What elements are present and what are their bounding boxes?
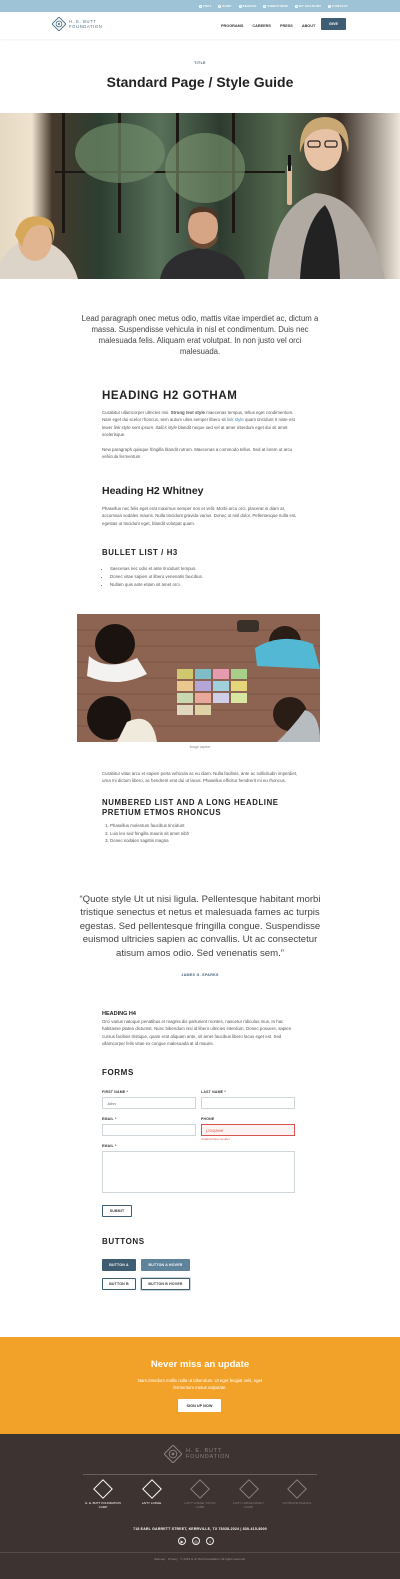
brand-laity-lodge[interactable]: LAITY LODGE [133, 1482, 171, 1509]
first-name-label: FIRST NAME * [102, 1090, 129, 1094]
list-item: • Nullam quis ante etiam sit amet orci. [110, 581, 298, 589]
brand-icon [93, 1479, 113, 1499]
kids-chalk-illustration [77, 614, 320, 742]
body-paragraph: Curabitur ullamcorper ultricies nisi. Strong text style maecenas tempus, tellus eget condimentum. Nam eget dui scelor rhoncus, sem autum ulies semper libero sit link style quam tincidunt II niste est lewer link style sem ipsum. Italics style blandit neque sed vel at amer interdum eget dui sit amet scelerisque. [102, 410, 295, 438]
brand-icon [287, 1479, 307, 1499]
email-input[interactable] [102, 1124, 196, 1136]
heading-h3-long: NUMBERED LIST AND A LONG HEADLINE PRETIUM ETMOS RHONCUS [102, 797, 279, 817]
logo[interactable] [52, 17, 102, 31]
section-whitney [102, 485, 298, 527]
heading-h2-whitney: Heading H2 Whitney [102, 485, 204, 497]
brand-family-camp[interactable]: LAITY LODGE FAMILY CAMP [230, 1482, 268, 1509]
strong-text: Strong text style [170, 410, 205, 415]
forms-section [102, 1068, 298, 1077]
footer-brands [84, 1482, 316, 1509]
quote-author: JAMES G. SPARKS [181, 973, 219, 977]
utility-bar [0, 0, 400, 12]
inline-link[interactable]: link style [226, 417, 244, 423]
brand-camp[interactable]: H. E. BUTT FOUNDATION CAMP [84, 1482, 122, 1509]
footer-bottom-divider [0, 1552, 400, 1553]
logo-text: H. E. BUTT FOUNDATION [69, 19, 103, 29]
hero-photo [0, 113, 400, 279]
last-name-label: LAST NAME * [201, 1090, 226, 1094]
heading-h4: HEADING H4 [102, 1011, 136, 1017]
buttons-section [102, 1237, 298, 1246]
brand-icon [239, 1479, 259, 1499]
brand-youth-camp[interactable]: LAITY LODGE YOUTH CAMP [181, 1482, 219, 1509]
first-name-input[interactable]: John [102, 1097, 196, 1109]
button-b-hover[interactable]: BUTTON B HOVER [141, 1278, 190, 1290]
page-title: Standard Page / Style Guide [106, 74, 294, 90]
mail-icon [328, 5, 331, 8]
utility-account-link[interactable]: MY ACCOUNT [295, 4, 321, 8]
search-icon [239, 5, 242, 8]
phone-input[interactable]: (234)8h9f [201, 1124, 295, 1136]
image-caption: Image caption [189, 745, 211, 749]
bullet-list [102, 565, 298, 588]
lead-paragraph: Lead paragraph onec metus odio, mattis vitae imperdiet ac, dictum a massa. Suspendisse vehicula in nisl et condimentum. Duis nec malesuada felis. Aliquam erat volutpat. In non justo vel orci malesuada. [81, 314, 319, 356]
list-item: 2. Luis leo sed fringilla mauris sit amet nibh [110, 830, 298, 838]
menu-about[interactable]: ABOUT [301, 24, 316, 28]
body-paragraph: Orci varius natoque penatibus et magnis dis parturient montes, nascetur ridiculus mus. In hac habitasse platea dictumst. Nunc bibendum nisi id libero ultricies interdum. Donec posuere, sapien cursus facilisis tristique, quam erat aliquam ante, sit amet faucibus libero lacus eget est. Sed ullamcorper felis vitae ex congue malesuada at id mauris. [102, 1019, 292, 1047]
message-textarea[interactable] [102, 1151, 295, 1193]
button-b[interactable]: BUTTON B [102, 1278, 136, 1290]
list-item: • Saecenas nec odio et ante tincidunt tempus. [110, 565, 298, 573]
site-footer [0, 1434, 400, 1579]
pull-quote: “Quote style Ut ut nisi ligula. Pellentesque habitant morbi tristique senectus et netus et malesuada fames ac turpis egestas. Sed pellentesque fringilla congue. Suspendisse euismod ultricies sapien ac convallis. Ut ac consectetur atisum amos odio. Sed venenatis sem.” [79, 894, 321, 959]
heading-h3: BULLET LIST / H3 [102, 548, 178, 557]
cta-text: Nam interdum mollis nulla ut bibendum. Ut eget feugiat velit, eget fermentum metus vulputate. [137, 1378, 263, 1390]
body-paragraph: Curabitur vitae arcu et sapien porta vehicula ac eu diam. Nulla facilisis, ante ac sollicitudin imperdiet, urna mi dictum libero, ac hendrerit erat dui ut lacus. Phasellus efficitur hendrerit mi eu rhoncus. [102, 771, 298, 784]
heading-h2-gotham: HEADING H2 GOTHAM [102, 390, 238, 402]
menu-careers[interactable]: CAREERS [252, 24, 271, 28]
foundation-logo-icon [52, 17, 66, 31]
email-textarea-label: EMAIL * [102, 1144, 117, 1148]
utility-visit-link[interactable]: VISIT [199, 4, 212, 8]
footer-legal: Sitemap · Privacy · © 2019 H. E. Butt Foundation. All rights reserved. [154, 1557, 246, 1561]
footer-logo[interactable]: H. E. BUTT FOUNDATION [164, 1445, 230, 1463]
list-item: • Donec vitae sapien ut libero venenatis faucibus. [110, 573, 298, 581]
brand-outdoor-school[interactable]: OUTDOOR SCHOOL [278, 1482, 316, 1509]
buttons-heading: BUTTONS [102, 1237, 145, 1246]
pin-icon [199, 5, 202, 8]
section-numbered [102, 770, 298, 845]
utility-search-link[interactable]: SEARCH [239, 4, 257, 8]
bag-icon [218, 5, 221, 8]
list-item: 3. Donec sodales sagittis magna [110, 837, 298, 845]
main-nav [0, 12, 400, 39]
youtube-icon[interactable]: ▶ [178, 1537, 186, 1545]
body-paragraph: Phasellus nec felis eget erat maximus semper non et velit. Morbi arcu orci, placerat in diam at, accumsan sodales mauris. Nulla tincidunt gravida varius. Donec ut nisl dolor. Pellentesque nulla est, egestas ut tincidunt eget, blandit volutpat quam. [102, 506, 297, 526]
sign-up-button[interactable]: SIGN UP NOW [178, 1399, 221, 1412]
footer-address: 718 EARL GARRETT STREET, KERRVILLE, TX 78028-2024 | 830-415-8000 [133, 1527, 267, 1531]
facebook-icon[interactable]: f [206, 1537, 214, 1545]
give-button[interactable]: GIVE [321, 18, 346, 30]
utility-contact-link[interactable]: CONTACT [328, 4, 348, 8]
phone-error-message: Invalid phone number [201, 1137, 230, 1141]
last-name-input[interactable] [201, 1097, 295, 1109]
section-gotham [102, 390, 298, 460]
body-paragraph: New paragraph quisque fringilla blandit rutrum. Maecenas a commodo tellus. Sed at lorem ut arcu vehicula fermentum. [102, 446, 293, 460]
menu-press[interactable]: PRESS [279, 24, 293, 28]
brand-icon [142, 1479, 162, 1499]
hero-photo-illustration [0, 113, 400, 279]
menu-programs[interactable]: PROGRAMS [221, 24, 244, 28]
brand-icon [190, 1479, 210, 1499]
cta-heading: Never miss an update [150, 1359, 250, 1370]
footer-divider [83, 1474, 317, 1475]
instagram-icon[interactable]: ◎ [192, 1537, 200, 1545]
numbered-list [102, 822, 298, 845]
user-icon [295, 5, 298, 8]
submit-button[interactable]: SUBMIT [102, 1205, 132, 1217]
button-a-hover[interactable]: BUTTON A HOVER [141, 1259, 190, 1271]
phone-label: PHONE [201, 1117, 215, 1121]
primary-menu [221, 24, 315, 28]
section-h4 [102, 1011, 298, 1048]
social-links [178, 1537, 214, 1545]
newsletter-cta [0, 1337, 400, 1434]
section-bullets [102, 548, 298, 588]
foundation-logo-icon [164, 1445, 182, 1463]
list-item: 1. Phasellus molestum faucibus tincidunt [110, 822, 298, 830]
kids-chalk-photo [77, 614, 320, 742]
button-a[interactable]: BUTTON A [102, 1259, 136, 1271]
utility-shop-link[interactable]: SHOP [218, 4, 231, 8]
email-label: EMAIL * [102, 1117, 117, 1121]
page-eyebrow: TITLE [194, 61, 206, 65]
forms-heading: FORMS [102, 1068, 134, 1077]
utility-directions-link[interactable]: DIRECTIONS [263, 4, 288, 8]
